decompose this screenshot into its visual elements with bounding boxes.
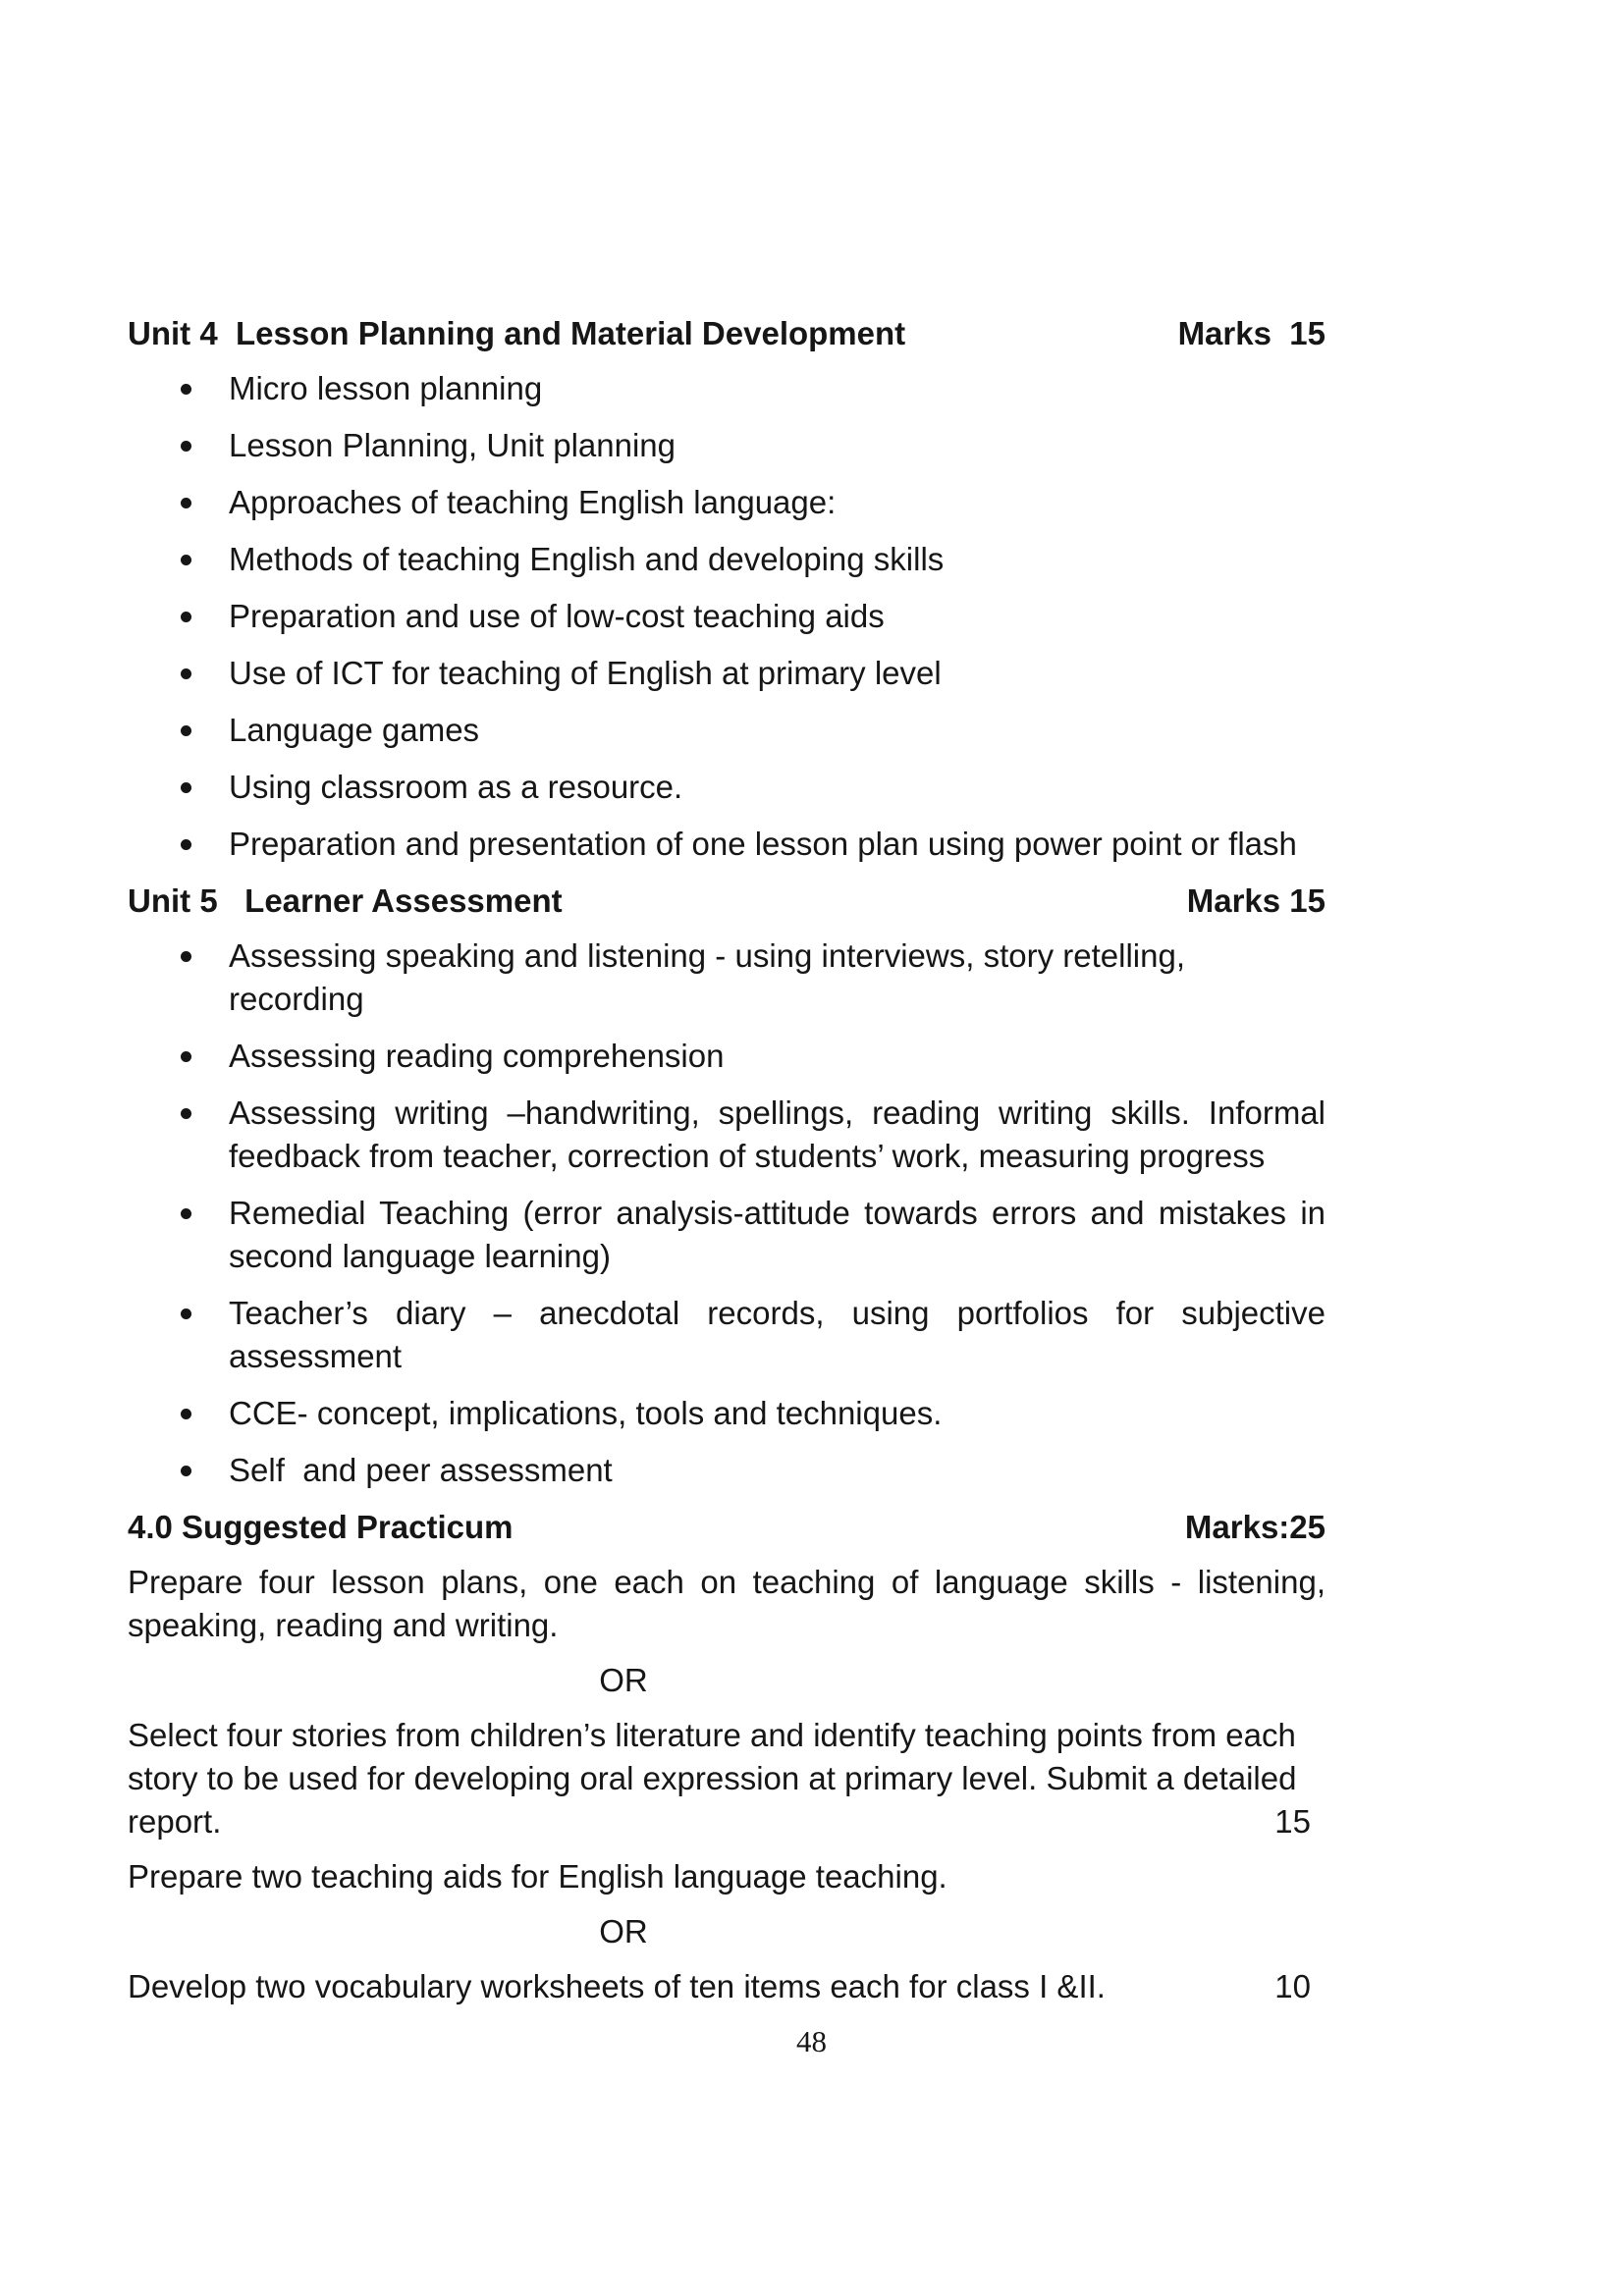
unit4-bullet-list [128, 367, 1325, 866]
list-item: Assessing speaking and listening - using interviews, story retelling, recording [128, 934, 1325, 1021]
practicum-title: 4.0 Suggested Practicum [128, 1509, 514, 1545]
unit5-marks: Marks 15 [1186, 882, 1325, 919]
unit4-marks: Marks 15 [1177, 315, 1325, 351]
unit5-header [128, 880, 1325, 923]
practicum-marks: Marks:25 [1184, 1509, 1325, 1545]
list-item: Use of ICT for teaching of English at primary level [128, 652, 1325, 695]
list-item: Remedial Teaching (error analysis-attitude towards errors and mistakes in second language learning) [128, 1192, 1325, 1278]
list-item: Methods of teaching English and developing skills [128, 538, 1325, 581]
or-separator-1: OR [599, 1662, 648, 1698]
practicum-paragraph-1: Prepare four lesson plans, one each on teaching of language skills - listening, speaking, reading and writing. [128, 1564, 1325, 1643]
list-item: Lesson Planning, Unit planning [128, 424, 1325, 467]
list-item: Teacher’s diary – anecdotal records, using portfolios for subjective assessment [128, 1292, 1325, 1378]
list-item: Assessing writing –handwriting, spellings, reading writing skills. Informal feedback from teacher, correction of students’ work, measuring progress [128, 1092, 1325, 1178]
list-item: Self and peer assessment [128, 1449, 1325, 1492]
list-item: Preparation and presentation of one lesson plan using power point or flash [128, 823, 1325, 866]
list-item: Using classroom as a resource. [128, 766, 1325, 809]
practicum-paragraph-2 [128, 1714, 1325, 1843]
unit5-title: Unit 5 Learner Assessment [128, 882, 563, 919]
list-item: Assessing reading comprehension [128, 1035, 1325, 1078]
list-item: CCE- concept, implications, tools and techniques. [128, 1392, 1325, 1435]
practicum-paragraph-4 [128, 1965, 1325, 2008]
practicum-paragraph-3: Prepare two teaching aids for English language teaching. [128, 1858, 947, 1895]
page-number: 48 [796, 2024, 827, 2058]
list-item: Approaches of teaching English language: [128, 481, 1325, 524]
list-item: Micro lesson planning [128, 367, 1325, 410]
unit4-header [128, 312, 1325, 355]
practicum-paragraph-4-text: Develop two vocabulary worksheets of ten items each for class I &II. [128, 1968, 1106, 2004]
list-item: Language games [128, 709, 1325, 752]
unit5-bullet-list [128, 934, 1325, 1492]
or-separator-2: OR [599, 1913, 648, 1949]
unit4-title: Unit 4 Lesson Planning and Material Development [128, 315, 906, 351]
list-item: Preparation and use of low-cost teaching aids [128, 595, 1325, 638]
practicum-header [128, 1506, 1325, 1549]
paragraph-4-marks: 10 [1274, 1968, 1311, 2004]
practicum-paragraph-2-text: Select four stories from children’s literature and identify teaching points from each story to be used for developing oral expression at primary level. Submit a detailed report. [128, 1717, 1297, 1840]
paragraph-2-marks: 15 [1274, 1803, 1311, 1840]
